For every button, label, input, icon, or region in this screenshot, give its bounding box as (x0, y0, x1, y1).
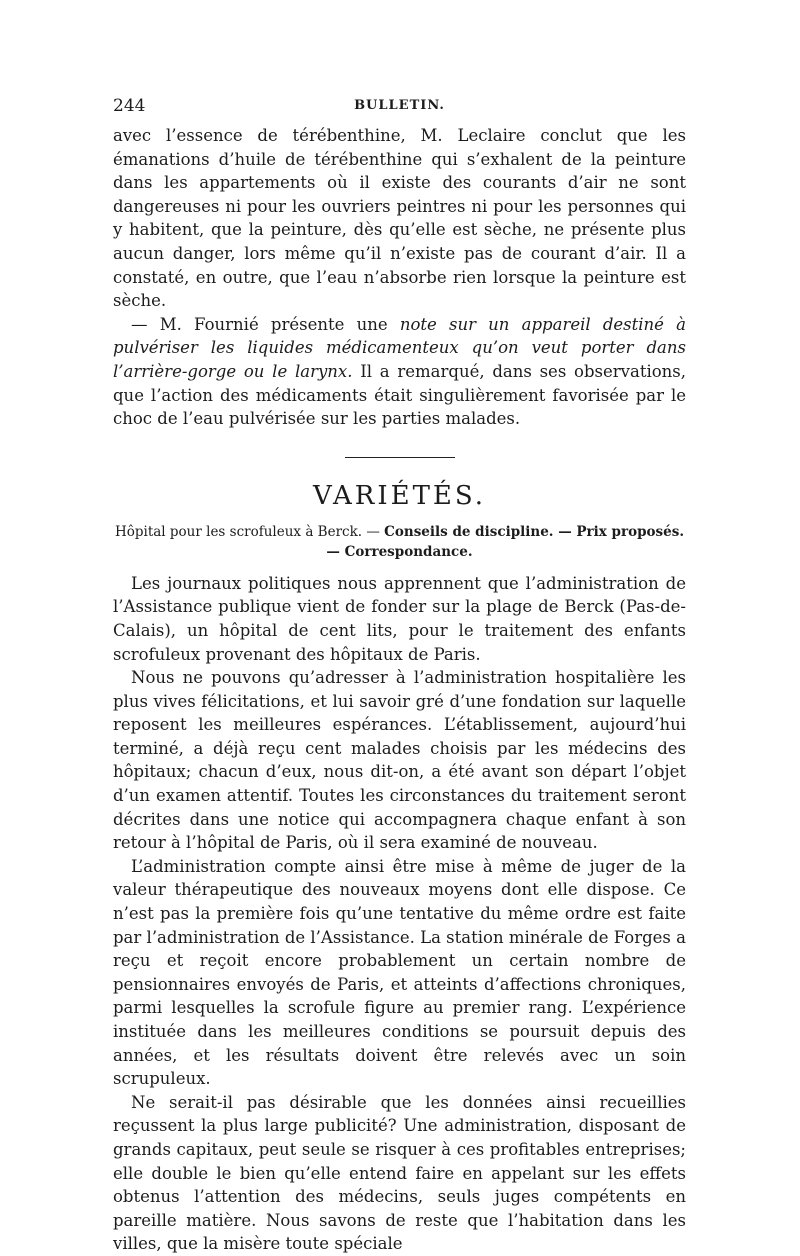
body-paragraph-4: Ne serait-il pas désirable que les données ainsi recueillies reçussent la plus large publicité? Une administration, disposant de grands capitaux, peut seule se risquer à ces profitables entreprises; elle double le bien qu’elle entend faire en appelant sur les effets obtenus l’attention des médecins, seuls juges compétents en pareille matière. Nous savons de reste que l’habitation dans les villes, que la misère toute spéciale (113, 1092, 686, 1254)
page-number: 244 (113, 96, 146, 116)
section-divider (345, 457, 455, 458)
section-title: VARIÉTÉS. (312, 480, 487, 511)
continued-paragraph: avec l’essence de térébenthine, M. Leclaire conclut que les émanations d’huile de térébenthine qui s’exhalent de la peinture dans les appartements où il existe des courants d’air ne sont dangereuses ni pour les ouvriers peintres ni pour les personnes qui y habitent, que la peinture, dès qu’elle est sèche, ne présente plus aucun danger, lors même qu’il n’existe pas de courant d’air. Il a constaté, en outre, que l’eau n’absorbe rien lorsque la peinture est sèche. (113, 126, 686, 311)
body-paragraph-3: L’administration compte ainsi être mise à même de juger de la valeur thérapeutique des nouveaux moyens dont elle dispose. Ce n’est pas la première fois qu’une tentative du même ordre est faite par l’administration de l’Assistance. La station minérale de Forges a reçu et reçoit encore probablement un certain nombre de pensionnaires envoyés de Paris, et atteints d’affections chroniques, parmi lesquelles la scrofule figure au premier rang. L’expérience instituée dans les meilleures conditions se poursuit depuis des années, et les résultats doivent être relevés avec un soin scrupuleux. (113, 856, 686, 1089)
fournie-paragraph (113, 313, 686, 431)
running-title: BULLETIN. (354, 98, 445, 113)
fournie-note-title: note sur un appareil destiné à pulvériser les liquides médicamenteux qu’on veut porter dans l’arrière-gorge ou le larynx. (113, 314, 686, 381)
fournie-lead: — M. Fournié présente une (131, 314, 400, 334)
summary-line-2: — Correspondance. (326, 543, 473, 560)
body-paragraph-2: Nous ne pouvons qu’adresser à l’administration hospitalière les plus vives félicitations, et lui savoir gré d’une fondation sur laquelle reposent les meilleures espérances. L’établissement, aujourd’hui terminé, a déjà reçu cent malades choisis par les médecins des hôpitaux; chacun d’eux, nous dit-on, a été avant son départ l’objet d’un examen attentif. Toutes les circonstances du traitement seront décrites dans une notice qui accompagnera chaque enfant à son retour à l’hôpital de Paris, où il sera examiné de nouveau. (113, 668, 686, 853)
running-head (113, 96, 686, 118)
summary-part-b: Conseils de discipline. — Prix proposés. (384, 523, 685, 540)
document-page (113, 96, 686, 1256)
summary-part-a: Hôpital pour les scrofuleux à Berck. — (114, 523, 385, 540)
fournie-rest: Il a remarqué, dans ses observations, que l’action des médicaments était singulièrement favorisée par le choc de l’eau pulvérisée sur les parties malades. (113, 361, 686, 429)
body-paragraph-1: Les journaux politiques nous apprennent que l’administration de l’Assistance publique vient de fonder sur la plage de Berck (Pas-de-Calais), un hôpital de cent lits, pour le traitement des enfants scrofuleux provenant des hôpitaux de Paris. (113, 573, 686, 664)
summary-line-1 (113, 522, 686, 542)
section-summary (113, 522, 686, 562)
